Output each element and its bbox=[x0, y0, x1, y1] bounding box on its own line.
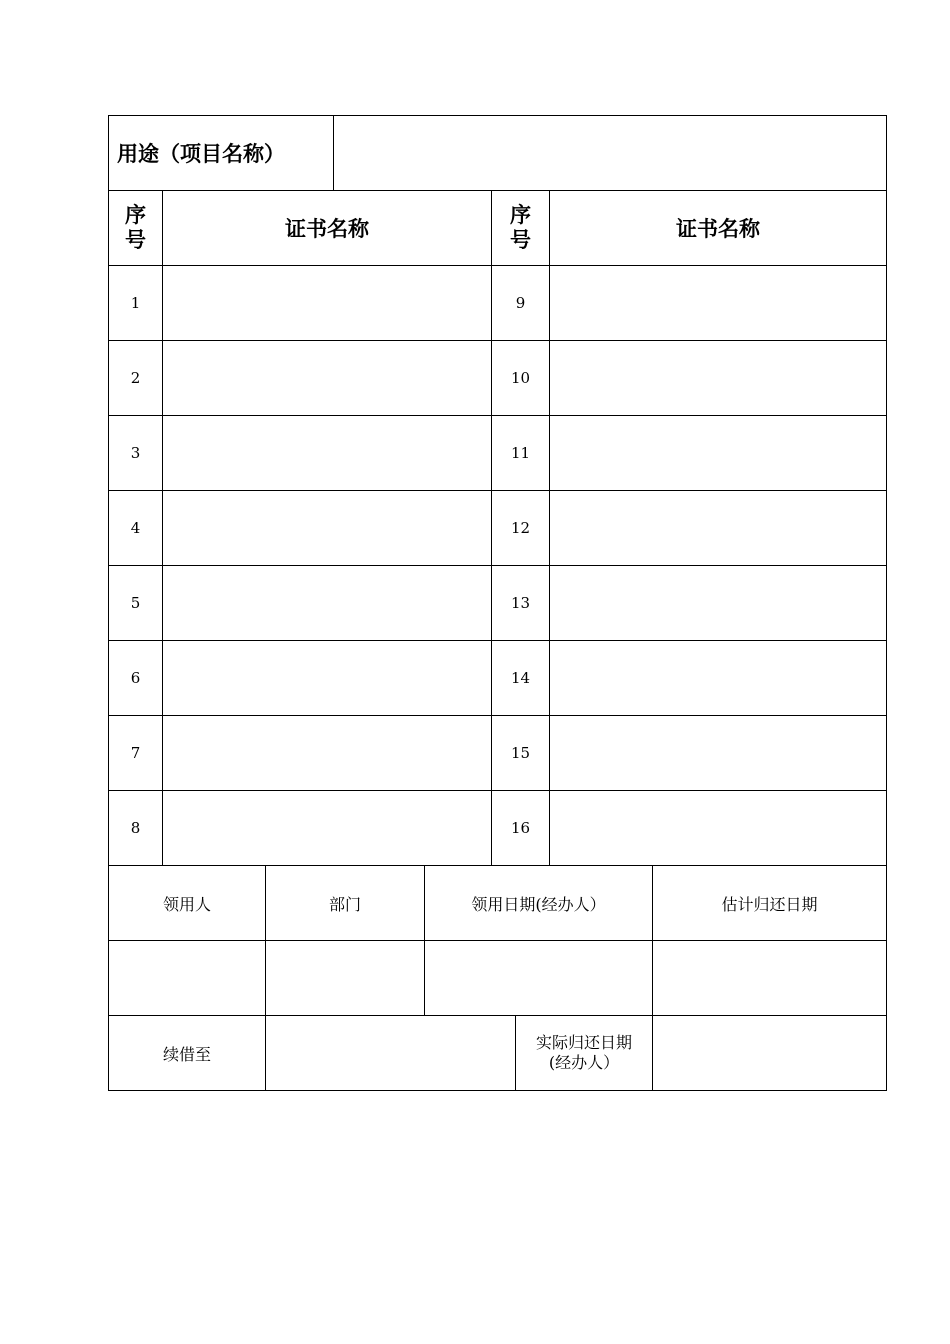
cert-name-cell[interactable] bbox=[163, 791, 492, 866]
table-row bbox=[109, 341, 887, 416]
cert-name-header-right: 证书名称 bbox=[550, 191, 887, 266]
cert-name-cell[interactable] bbox=[550, 791, 887, 866]
seq-header-line2: 号 bbox=[125, 228, 146, 252]
department-label: 部门 bbox=[266, 866, 425, 941]
table-row bbox=[109, 491, 887, 566]
seq-number: 2 bbox=[109, 341, 163, 416]
seq-number: 16 bbox=[492, 791, 550, 866]
seq-number: 12 bbox=[492, 491, 550, 566]
seq-number: 1 bbox=[109, 266, 163, 341]
seq-number: 9 bbox=[492, 266, 550, 341]
seq-number: 13 bbox=[492, 566, 550, 641]
purpose-label: 用途（项目名称） bbox=[109, 116, 334, 191]
cert-name-cell[interactable] bbox=[163, 416, 492, 491]
seq-number: 4 bbox=[109, 491, 163, 566]
table-row bbox=[109, 716, 887, 791]
est-return-date-field[interactable] bbox=[653, 941, 887, 1016]
seq-number: 6 bbox=[109, 641, 163, 716]
recipient-header-row bbox=[109, 866, 887, 941]
actual-return-line1: 实际归还日期 bbox=[535, 1033, 632, 1052]
cert-name-cell[interactable] bbox=[550, 341, 887, 416]
cert-name-cell[interactable] bbox=[163, 341, 492, 416]
seq-header-line1: 序 bbox=[125, 203, 146, 227]
actual-return-line2: (经办人） bbox=[548, 1053, 620, 1072]
actual-return-field[interactable] bbox=[653, 1016, 887, 1091]
cert-name-cell[interactable] bbox=[550, 416, 887, 491]
cert-name-cell[interactable] bbox=[163, 491, 492, 566]
cert-name-cell[interactable] bbox=[550, 491, 887, 566]
renew-to-field[interactable] bbox=[266, 1016, 516, 1091]
seq-number: 10 bbox=[492, 341, 550, 416]
receive-date-field[interactable] bbox=[425, 941, 653, 1016]
table-row bbox=[109, 791, 887, 866]
certificate-header-row bbox=[109, 191, 887, 266]
purpose-field[interactable] bbox=[334, 116, 887, 191]
receive-date-label: 领用日期(经办人） bbox=[425, 866, 653, 941]
table-row bbox=[109, 416, 887, 491]
actual-return-label bbox=[516, 1016, 653, 1091]
cert-name-cell[interactable] bbox=[163, 716, 492, 791]
purpose-table bbox=[108, 115, 887, 191]
seq-number: 5 bbox=[109, 566, 163, 641]
seq-header-line1: 序 bbox=[510, 203, 531, 227]
seq-number: 14 bbox=[492, 641, 550, 716]
table-row bbox=[109, 641, 887, 716]
department-field[interactable] bbox=[266, 941, 425, 1016]
cert-name-cell[interactable] bbox=[550, 716, 887, 791]
seq-header-left bbox=[109, 191, 163, 266]
seq-header-right bbox=[492, 191, 550, 266]
recipient-table bbox=[108, 865, 887, 1016]
certificate-table bbox=[108, 190, 887, 866]
cert-name-cell[interactable] bbox=[550, 266, 887, 341]
renew-to-label: 续借至 bbox=[109, 1016, 266, 1091]
return-table bbox=[108, 1015, 887, 1091]
cert-name-cell[interactable] bbox=[550, 566, 887, 641]
seq-number: 7 bbox=[109, 716, 163, 791]
cert-name-header-left: 证书名称 bbox=[163, 191, 492, 266]
seq-number: 11 bbox=[492, 416, 550, 491]
cert-name-cell[interactable] bbox=[163, 566, 492, 641]
seq-number: 3 bbox=[109, 416, 163, 491]
cert-name-cell[interactable] bbox=[163, 641, 492, 716]
est-return-date-label: 估计归还日期 bbox=[653, 866, 887, 941]
table-row bbox=[109, 266, 887, 341]
recipient-field[interactable] bbox=[109, 941, 266, 1016]
seq-header-line2: 号 bbox=[510, 228, 531, 252]
seq-number: 15 bbox=[492, 716, 550, 791]
cert-name-cell[interactable] bbox=[163, 266, 492, 341]
recipient-label: 领用人 bbox=[109, 866, 266, 941]
return-row bbox=[109, 1016, 887, 1091]
cert-name-cell[interactable] bbox=[550, 641, 887, 716]
seq-number: 8 bbox=[109, 791, 163, 866]
recipient-input-row bbox=[109, 941, 887, 1016]
table-row bbox=[109, 566, 887, 641]
